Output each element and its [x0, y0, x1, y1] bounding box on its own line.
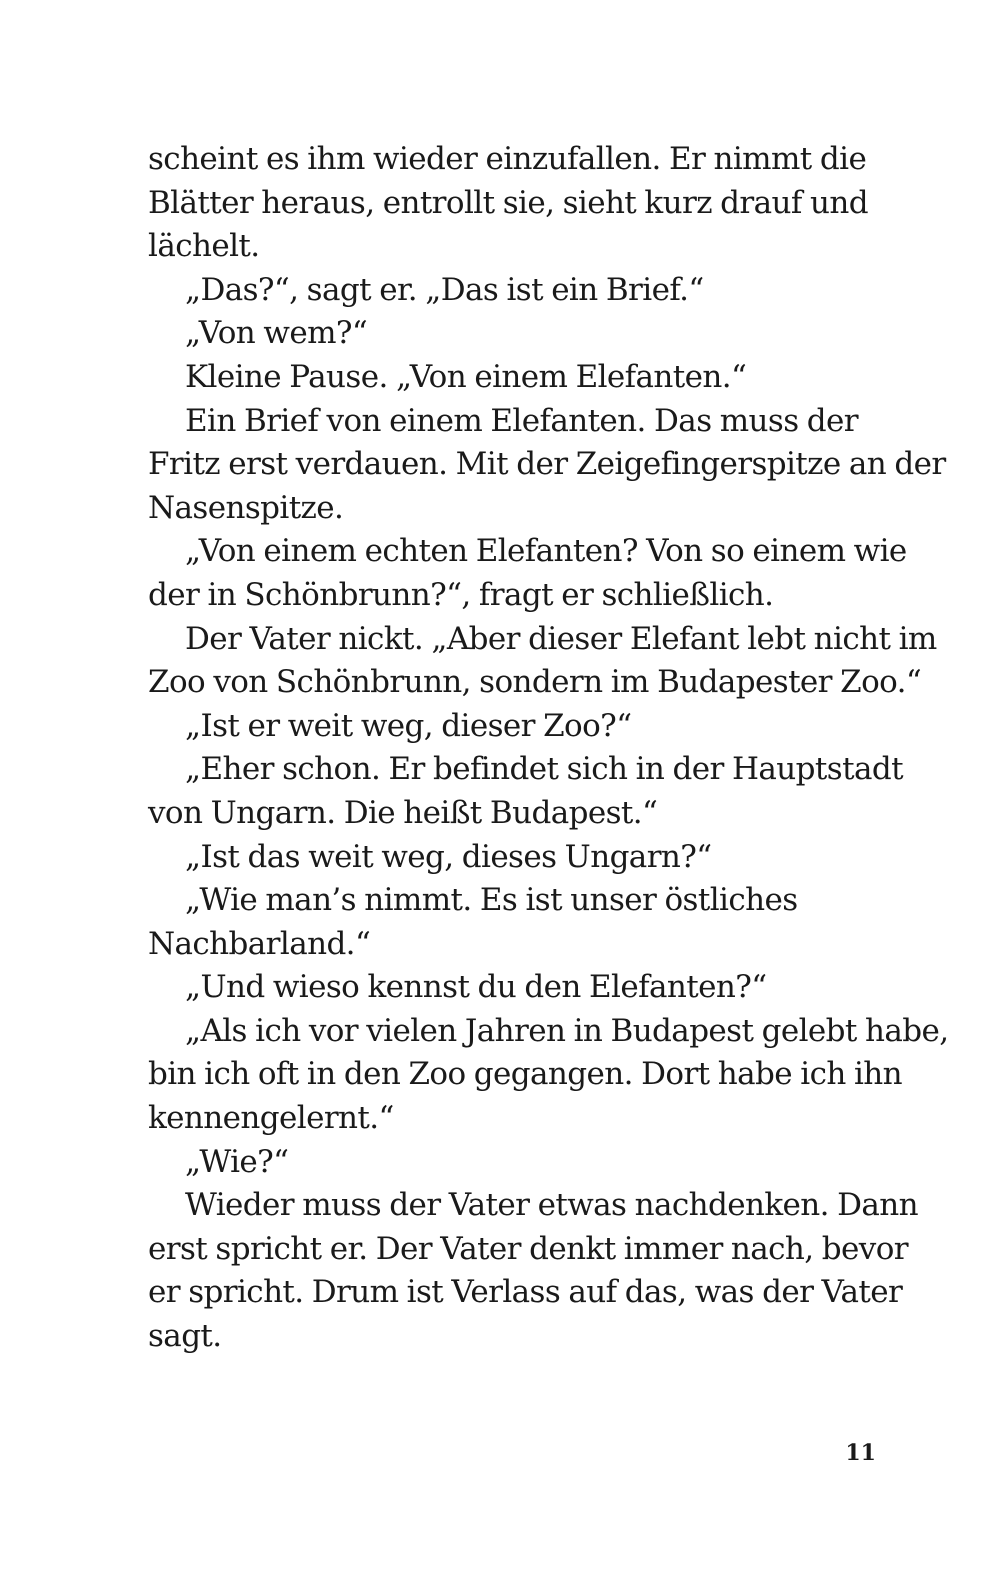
text-line: „Ist das weit weg, dieses Ungarn?“: [185, 838, 712, 875]
text-line: bin ich oft in den Zoo gegangen. Dort habe ich ihn: [148, 1056, 903, 1093]
text-line: „Das?“, sagt er. „Das ist ein Brief.“: [185, 271, 704, 308]
page-number: 11: [845, 1440, 876, 1466]
text-line: Nasenspitze.: [148, 489, 344, 526]
text-line: Nachbarland.“: [148, 925, 371, 962]
text-line: scheint es ihm wieder einzufallen. Er nimmt die: [148, 141, 867, 177]
text-line: erst spricht er. Der Vater denkt immer nach, bevor: [148, 1230, 908, 1267]
text-line: „Eher schon. Er befindet sich in der Hauptstadt: [185, 751, 903, 788]
text-line: „Von einem echten Elefanten? Von so einem wie: [185, 533, 907, 570]
text-line: er spricht. Drum ist Verlass auf das, was der Vater: [148, 1274, 903, 1311]
body-text: [148, 138, 949, 1359]
text-line: kennengelernt.“: [148, 1100, 394, 1137]
text-line: „Als ich vor vielen Jahren in Budapest gelebt habe,: [185, 1012, 949, 1049]
text-line: „Ist er weit weg, dieser Zoo?“: [185, 707, 632, 744]
text-line: „Und wieso kennst du den Elefanten?“: [185, 969, 767, 1006]
text-line: Ein Brief von einem Elefanten. Das muss der: [185, 402, 858, 439]
text-line: „Wie man’s nimmt. Es ist unser östliches: [185, 882, 798, 919]
text-line: Fritz erst verdauen. Mit der Zeigefingerspitze an der: [148, 446, 946, 483]
text-line: Wieder muss der Vater etwas nachdenken. Dann: [185, 1187, 919, 1224]
text-line: Der Vater nickt. „Aber dieser Elefant lebt nicht im: [185, 620, 937, 657]
text-line: Kleine Pause. „Von einem Elefanten.“: [185, 358, 747, 395]
text-line: „Von wem?“: [185, 315, 368, 352]
text-line: „Wie?“: [185, 1143, 289, 1180]
text-line: Zoo von Schönbrunn, sondern im Budapester Zoo.“: [148, 664, 922, 701]
text-line: der in Schönbrunn?“, fragt er schließlich.: [148, 576, 774, 613]
text-line: von Ungarn. Die heißt Budapest.“: [148, 794, 658, 831]
text-line: Blätter heraus, entrollt sie, sieht kurz drauf und: [148, 184, 868, 221]
text-line: lächelt.: [148, 228, 260, 265]
text-line: sagt.: [148, 1318, 222, 1355]
